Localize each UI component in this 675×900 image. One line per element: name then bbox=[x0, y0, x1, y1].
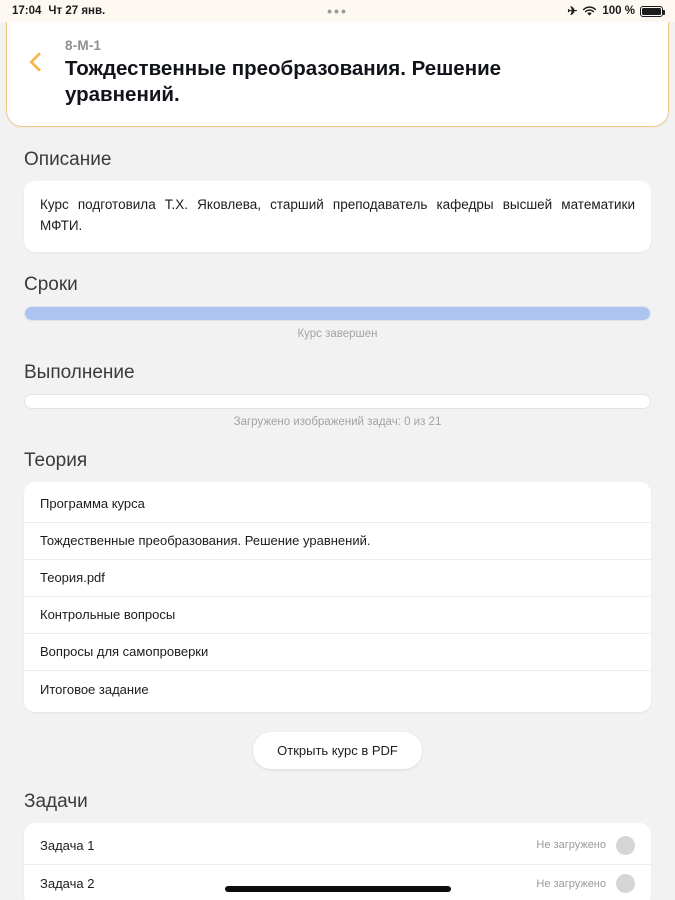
section-title-theory: Теория bbox=[24, 449, 88, 471]
theory-list bbox=[24, 482, 651, 712]
status-bar bbox=[0, 0, 675, 22]
status-badge: Не загружено bbox=[536, 877, 606, 890]
status-dots: ••• bbox=[327, 3, 348, 19]
battery-percent: 100 % bbox=[602, 5, 635, 17]
wifi-icon bbox=[582, 6, 597, 17]
task-label: Задача 2 bbox=[40, 876, 95, 892]
back-button[interactable] bbox=[21, 40, 57, 84]
main-content bbox=[0, 149, 675, 900]
theory-item-label: Теория.pdf bbox=[40, 570, 105, 586]
table-row[interactable] bbox=[24, 827, 651, 865]
table-row[interactable] bbox=[24, 865, 651, 900]
completion-progress-bar bbox=[24, 394, 651, 409]
status-time: 17:04 bbox=[12, 5, 42, 17]
course-code: 8-М-1 bbox=[65, 38, 102, 53]
list-item[interactable] bbox=[24, 560, 651, 597]
theory-item-label: Вопросы для самопроверки bbox=[40, 644, 209, 660]
description-card: Курс подготовила Т.Х. Яковлева, старший преподаватель кафедры высшей математики МФТИ. bbox=[24, 181, 651, 252]
list-item[interactable] bbox=[24, 671, 651, 708]
deadline-progress-fill bbox=[25, 307, 650, 320]
status-bar-left bbox=[12, 5, 105, 17]
pdf-button-wrap bbox=[24, 732, 651, 769]
section-title-deadlines: Сроки bbox=[24, 273, 78, 295]
chevron-left-icon bbox=[29, 52, 49, 72]
task-label: Задача 1 bbox=[40, 837, 95, 853]
header-text bbox=[65, 32, 535, 108]
status-badge: Не загружено bbox=[536, 839, 606, 852]
upload-status-dot-icon[interactable] bbox=[616, 874, 635, 893]
upload-status-dot-icon[interactable] bbox=[616, 836, 635, 855]
course-header bbox=[6, 22, 669, 127]
theory-item-label: Тождественные преобразования. Решение уравнений. bbox=[40, 533, 371, 549]
section-title-tasks: Задачи bbox=[24, 790, 88, 812]
section-title-description: Описание bbox=[24, 149, 112, 171]
page-title: Тождественные преобразования. Решение уравнений. bbox=[65, 57, 502, 107]
theory-item-label: Контрольные вопросы bbox=[40, 607, 176, 623]
completion-caption: Загружено изображений задач: 0 из 21 bbox=[233, 415, 442, 428]
theory-item-label: Итоговое задание bbox=[40, 681, 149, 697]
status-bar-right bbox=[567, 5, 663, 17]
home-indicator[interactable] bbox=[225, 886, 451, 892]
theory-item-label: Программа курса bbox=[40, 496, 145, 512]
status-date: Чт 27 янв. bbox=[48, 5, 106, 17]
open-course-pdf-button[interactable]: Открыть курс в PDF bbox=[253, 732, 422, 769]
section-title-completion: Выполнение bbox=[24, 361, 135, 383]
deadline-caption: Курс завершен bbox=[297, 327, 378, 340]
airplane-icon: ✈ bbox=[567, 4, 578, 18]
list-item[interactable] bbox=[24, 523, 651, 560]
list-item[interactable] bbox=[24, 597, 651, 634]
deadline-progress-bar bbox=[24, 306, 651, 321]
list-item[interactable] bbox=[24, 634, 651, 671]
battery-full-icon bbox=[640, 6, 663, 17]
list-item[interactable] bbox=[24, 486, 651, 523]
